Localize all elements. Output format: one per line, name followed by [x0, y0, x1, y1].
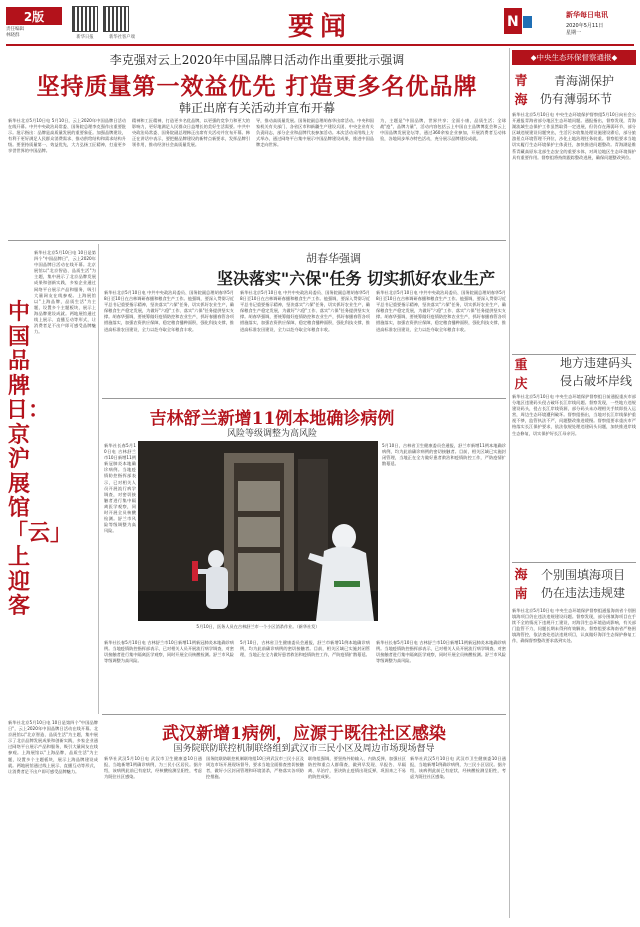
headline-line: 个别围填海项目: [541, 568, 626, 582]
hu-body-column: 新华社北京5月10日电 中共中央政治局委员、国务院副总理胡春华5月8日至10日在吉林调研春播和粮食生产工作。他强调，要深入贯彻习近平总书记重要指示精神，坚决落实"六保"任务，切实抓好农业生产，确保粮食生产稳定发展，为做好"六稳"工作、落实"六保"任务提供坚实支撑。胡春华强调，要统筹做好疫情防控和农业生产，抓好春播春管各项措施落实，加强农资供应保障，稳定粮食播种面积，强化科技支撑，推进高标准农田建设，全力以赴夺取全年粮食丰收。: [240, 290, 370, 332]
qr-label: 新华社客户端: [109, 35, 135, 40]
editor-line-2: 林晓群: [6, 33, 20, 38]
vert-char: 青: [514, 74, 528, 89]
qr-code-icon[interactable]: [72, 6, 98, 32]
vert-char: 庆: [514, 377, 528, 392]
headline-line: 青海湖保护: [554, 74, 615, 88]
jilin-headline[interactable]: 吉林舒兰新增11例本地确诊病例: [149, 409, 395, 429]
paper-name: 新华每日电讯: [566, 11, 608, 19]
photo-caption: 5月10日，医务人员在吉林舒兰市一个小区消杀作业。（新华社发）: [196, 624, 320, 629]
wuhan-body-column: 国务院联防联控机制联络组10日到武汉市三民小区及周边市场开展现场督导，要求当地全面排查密切接触者，做好小区封闭管理和环境消杀，严格落实各项防控措施。: [206, 756, 304, 780]
section-title: 要闻: [287, 12, 352, 42]
divider: [102, 398, 506, 399]
sidebar-vertical-label: [514, 568, 528, 602]
masthead-rule: [6, 44, 634, 46]
vert-char: 海: [514, 93, 528, 108]
qr-label: 新华日报: [76, 35, 94, 40]
lead-body-column: 导，推动高质量发展。国务院副总理胡春华出席活动。中央和国家机关有关部门、各省区市和新疆生产建设兵团、中央企业有关负责同志，部分企业和品牌代表参加活动。本次活动采用线上方式举办，通过网络平台集中展示中国品牌建设成果，推进中国品牌走向世界。: [256, 118, 374, 148]
hu-headline[interactable]: 坚决落实"六保"任务 切实抓好农业生产: [216, 269, 496, 288]
sidebar-article: 新华社北京5月10日电 中央生态环境保护督察组日前通报重庆市部分地区违建码头侵占破坏长江岸线问题。督察发现，一些地方违规建设码头，侵占长江岸线资源，部分码头未办理相关手续即投入运营，周边生态环境遭到破坏。督察组指出，当地对长江岸线保护重视不够，监管执法不严，问题整改推进缓慢。督察组要求重庆市严格落实长江保护要求，依法依规处理违建码头问题，加快推进岸线生态修复，切实保护好长江母亲河。: [512, 394, 636, 436]
headline-line: 侵占破坏岸线: [560, 374, 633, 388]
news-photo[interactable]: [138, 441, 378, 621]
headline-line: 地方违建码头: [560, 356, 633, 370]
vert-char: 重: [514, 358, 528, 373]
lead-body-column: 精神和工匠精神，打造更多名优品牌，以更强的竞争力和更大的影响力，更好地满足人民群众日益增长的美好生活需要。中共中央政治局常委、国务院副总理韩正出席有关活动并宣布开幕。韩正在讲话中表示，要把握品牌建设的新特点新要求，发挥品牌引领作用，推动经济社会高质量发展。: [132, 118, 250, 148]
lead-subtitle: 韩正出席有关活动并宣布开幕: [178, 101, 335, 115]
sidebar-article: 新华社北京5月10日电 中央生态环境保护督察组5月10日向社会公开通报青海省部分地区生态环境问题。通报指出，督察发现，青海湖流域生态保护工作虽然取得一定进展，但仍存在薄弱环节，部分区域违规建设问题突出，生活污水收集处理设施建设滞后，部分旅游景点环境管理不到位，沙化土地治理任务较重。督察组要求当地切实履行生态环境保护主体责任，加快推进问题整改。青海湖是维系青藏高原东北部生态安全的重要水体，对周边地区生态环境保护具有重要作用。督察组将持续跟踪整改进展，确保问题整改到位。: [512, 112, 636, 160]
lead-headline[interactable]: 坚持质量第一效益优先 打造更多名优品牌: [36, 73, 478, 100]
sidebar-headline[interactable]: [541, 566, 625, 602]
hu-body-column: 新华社北京5月10日电 中共中央政治局委员、国务院副总理胡春华5月8日至10日在吉林调研春播和粮食生产工作。他强调，要深入贯彻习近平总书记重要指示精神，坚决落实"六保"任务，切实抓好农业生产，确保粮食生产稳定发展，为做好"六稳"工作、落实"六保"任务提供坚实支撑。胡春华强调，要统筹做好疫情防控和农业生产，抓好春播春管各项措施落实，加强农资供应保障，稳定粮食播种面积，强化科技支撑，推进高标准农田建设，全力以赴夺取全年粮食丰收。: [376, 290, 506, 332]
brand-day-article-continued: 新华社北京5月10日电 10日是第四个"中国品牌日"，云上2020年中国品牌日活动在线开幕。北京展馆以"北京智造、品质生活"为主题，集中展示了北京品牌发展成果和创新实践，多家企业通过网络平台展示产品和服务，吸引大量网友在线参观。上海展馆以"上海品牌，品质生活"为主题，设置多个主题板块，展示上海品牌建设成就。两地展馆通过线上展示、直播互动等形式，让消费者足不出户即可感受品牌魅力。: [8, 720, 98, 774]
jilin-body-column: 新华社长春5月10日电 吉林舒兰市10日新增11例新冠肺炎本地确诊病例。当地疫情防控指挥部表示，已对相关人员开展流行病学调查，对密切接触者进行集中隔离医学观察，同时开展全员核酸检测。舒兰市风险等级调整为高风险。: [104, 640, 234, 664]
jilin-body-right: 5月10日，吉林省卫生健康委员会通报，舒兰市新增11例本地确诊病例，均为此前确诊病例的密切接触者。目前，相关区域已实施封闭管理，当地正在全力做好患者救治和疫情防控工作，严防疫情扩散蔓延。: [382, 443, 506, 467]
vertical-headline[interactable]: 中国品牌日：京沪展馆「云」上迎客: [6, 299, 73, 619]
date-text: 2020年5月11日: [566, 23, 604, 29]
weekday-text: 星期一: [566, 30, 582, 36]
lead-kicker: 李克强对云上2020年中国品牌日活动作出重要批示强调: [109, 53, 405, 67]
jilin-subtitle: 风险等级调整为高风险: [226, 429, 317, 439]
wuhan-body-column: 新华社武汉5月10日电 武汉市卫生健康委10日通报，当地新增1例确诊病例，为三民小区居民。据介绍，该病例此前已有症状，经核酸检测呈阳性，考虑为既往社区感染。: [104, 756, 202, 780]
sidebar-headline[interactable]: [540, 72, 615, 108]
wuhan-body-column: 联络组强调，要坚持外防输入、内防反弹，加强社区防控和重点人群筛查，做到早发现、早报告、早隔离、早治疗，坚决防止疫情出现反弹，巩固来之不易的防控成果。: [308, 756, 406, 780]
hu-body-column: 新华社北京5月10日电 中共中央政治局委员、国务院副总理胡春华5月8日至10日在吉林调研春播和粮食生产工作。他强调，要深入贯彻习近平总书记重要指示精神，坚决落实"六保"任务，切实抓好农业生产，确保粮食生产稳定发展，为做好"六稳"工作、落实"六保"任务提供坚实支撑。胡春华强调，要统筹做好疫情防控和农业生产，抓好春播春管各项措施落实，加强农资供应保障，稳定粮食播种面积，强化科技支撑，推进高标准农田建设，全力以赴夺取全年粮食丰收。: [104, 290, 234, 332]
divider: [102, 714, 506, 715]
divider: [512, 562, 636, 563]
jilin-body-column: 5月10日，吉林省卫生健康委员会通报，舒兰市新增11例本地确诊病例，均为此前确诊病例的密切接触者。目前，相关区域已实施封闭管理，当地正在全力做好患者救治和疫情防控工作，严防疫情扩散蔓延。: [240, 640, 370, 658]
vert-char: 南: [514, 587, 528, 602]
issue-date: [566, 23, 638, 37]
wuhan-body-column: 新华社武汉5月10日电 武汉市卫生健康委10日通报，当地新增1例确诊病例，为三民小区居民。据介绍，该病例此前已有症状，经核酸检测呈阳性，考虑为既往社区感染。: [410, 756, 506, 780]
hu-kicker: 胡春华强调: [306, 252, 361, 265]
wuhan-subtitle: 国务院联防联控机制联络组到武汉市三民小区及周边市场现场督导: [173, 744, 435, 754]
column-rule: [509, 48, 510, 918]
lead-body-column: 为，主题是"中国品牌，世界共享；全面小康，品质生活；全球战"疫"，品牌力量"，活动内容包括云上中国自主品牌博览会和云上中国品牌发展论坛等，通过360余家企业参加，开展消费者互动体验，各地同步举办特色活动，充分展示品牌建设成就。: [380, 118, 506, 142]
lead-body-column: 新华社北京5月10日电 5月10日，云上2020年中国品牌日活动在线开幕。中共中央政治局常委、国务院总理李克强作出重要批示。批示指出：品牌是高质量发展的重要象征。加强品牌建设，有利于更好满足人民群众消费需求、推动供给结构和需求结构升级。要坚持质量第一、效益优先，大力弘扬工匠精神，打造更多享誉世界的中国品牌。: [8, 118, 126, 154]
editor-credit: [6, 27, 66, 39]
brand-day-article: 新华社北京5月10日电 10日是第四个"中国品牌日"，云上2020年中国品牌日活动在线开幕。北京展馆以"北京智造、品质生活"为主题，集中展示了北京品牌发展成果和创新实践，多家企业通过网络平台展示产品和服务，吸引大量网友在线参观。上海展馆以"上海品牌，品质生活"为主题，设置多个主题板块，展示上海品牌建设成就。两地展馆通过线上展示、直播互动等形式，让消费者足不出户即可感受品牌魅力。: [34, 250, 96, 335]
jilin-body-left: 新华社长春5月10日电 吉林舒兰市10日新增11例新冠肺炎本地确诊病例。当地疫情防控指挥部表示，已对相关人员开展流行病学调查，对密切接触者进行集中隔离医学观察，同时开展全员核酸检测。舒兰市风险等级调整为高风险。: [104, 443, 136, 534]
sidebar-article: 新华社北京5月10日电 中央生态环境保护督察组通报海南省个别围填海项目仍在违法违规建设问题。督察发现，部分围填海项目在手续不全的情况下违规开工建设，对海洋生态环境造成影响，有关部门监管不力，问题长期未得到有效解决。督察组要求海南省严格围填海管控，依法查处违法违规项目，认真做好海洋生态保护修复工作，确保督察整改要求落到实处。: [512, 608, 636, 644]
paper-logo-icon: [504, 8, 532, 34]
vert-char: 海: [514, 568, 528, 583]
headline-line: 仍在违法违规建: [541, 586, 626, 600]
photo-illustration: [138, 441, 378, 621]
sidebar-banner: ◆中央生态环保督察通报◆: [512, 50, 636, 65]
jilin-body-column: 新华社长春5月10日电 吉林舒兰市10日新增11例新冠肺炎本地确诊病例。当地疫情防控指挥部表示，已对相关人员开展流行病学调查，对密切接触者进行集中隔离医学观察，同时开展全员核酸检测。舒兰市风险等级调整为高风险。: [376, 640, 506, 664]
headline-line: 仍有薄弱环节: [540, 92, 613, 106]
sidebar-headline[interactable]: [560, 354, 632, 390]
page-number-badge: 2版: [6, 7, 62, 25]
svg-text:N: N: [507, 14, 519, 30]
sidebar-vertical-label: [514, 358, 528, 392]
editor-line-1: 责任编辑: [6, 27, 24, 32]
qr-code-icon[interactable]: [103, 6, 129, 32]
column-rule: [98, 244, 99, 714]
divider: [8, 240, 506, 241]
wuhan-headline[interactable]: 武汉新增1病例，应源于既往社区感染: [162, 724, 446, 744]
sidebar-vertical-label: [514, 74, 528, 108]
